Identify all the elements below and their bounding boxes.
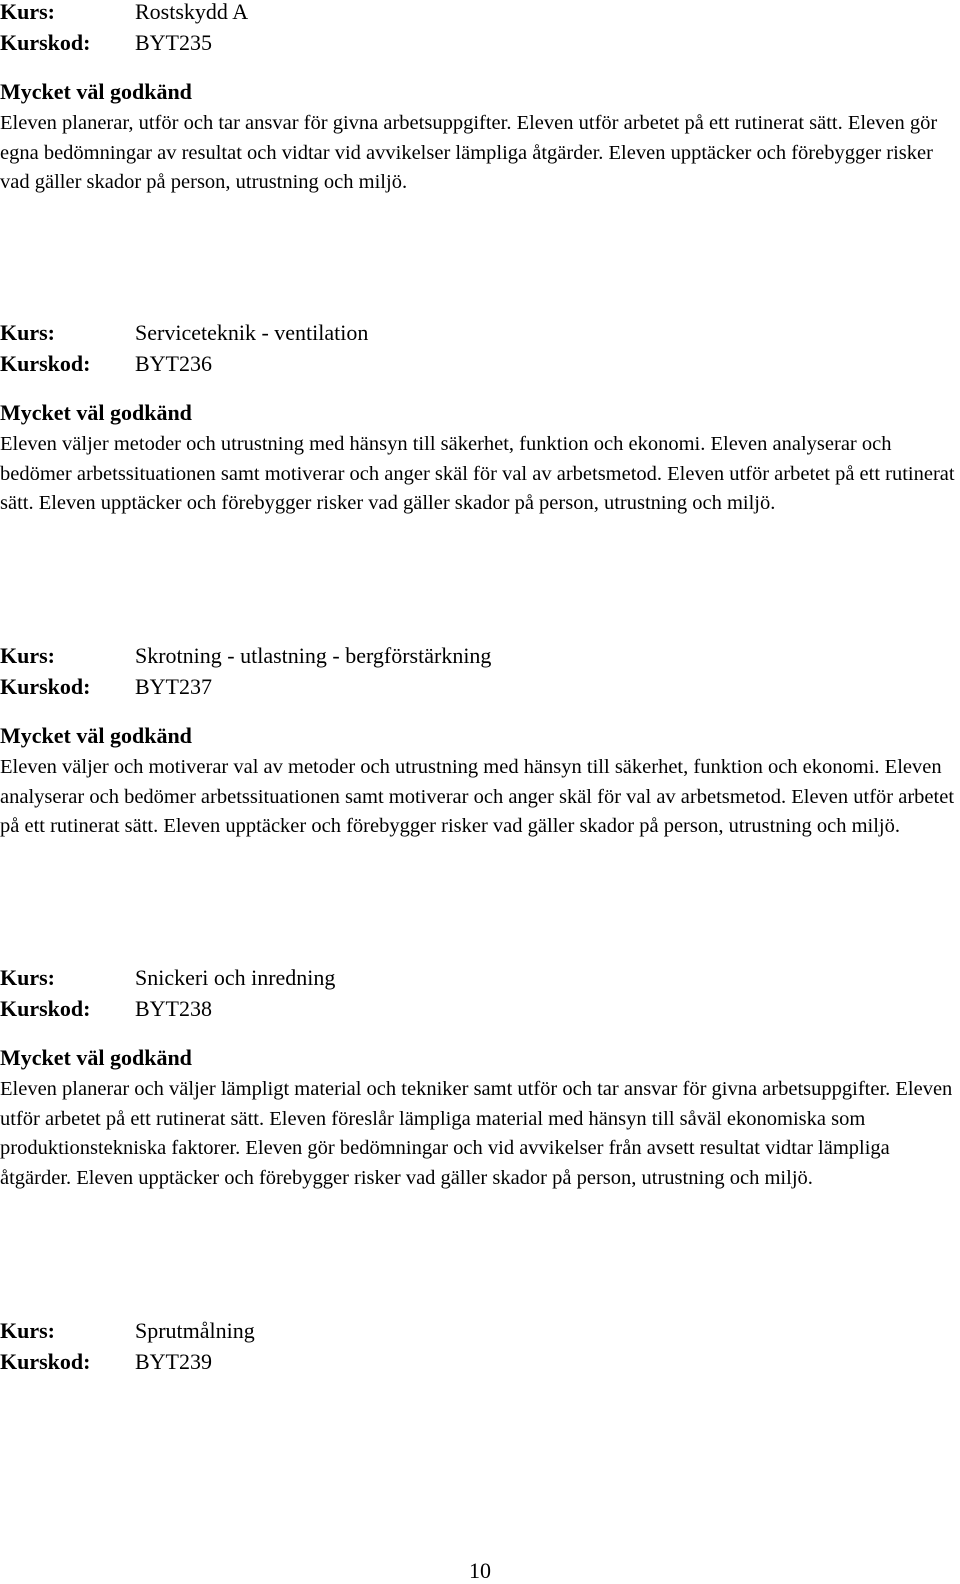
course-name-row (0, 1315, 955, 1346)
course-name: Skrotning - utlastning - bergförstärkning (135, 643, 492, 668)
course-label: Kurs: (0, 0, 55, 24)
course-section-byt239 (0, 1315, 955, 1377)
course-label: Kurs: (0, 643, 55, 668)
course-code-row (0, 348, 955, 379)
course-name-row (0, 317, 955, 348)
course-code: BYT237 (135, 674, 212, 699)
course-name-row (0, 640, 955, 671)
grade-heading: Mycket väl godkänd (0, 723, 192, 748)
course-name: Rostskydd A (135, 0, 249, 24)
grade-heading: Mycket väl godkänd (0, 79, 192, 104)
course-label: Kurs: (0, 320, 55, 345)
course-code-row (0, 1346, 955, 1377)
course-description: Eleven planerar och väljer lämpligt material och tekniker samt utför och tar ansvar för givna arbetsuppgifter. Eleven utför arbetet på ett rutinerat sätt. Eleven föreslår lämpliga material med hänsyn till såväl ekonomiska som produktionstekniska faktorer. Eleven gör bedömningar och vid avvikelser från avsett resultat vidtar lämpliga åtgärder. Eleven upptäcker och förebygger risker vad gäller skador på person, utrustning och miljö. (0, 1078, 953, 1189)
course-section-byt236 (0, 317, 955, 519)
course-code: BYT238 (135, 996, 212, 1021)
course-code-label: Kurskod: (0, 674, 91, 699)
course-description: Eleven väljer och motiverar val av metoder och utrustning med hänsyn till säkerhet, funktion och ekonomi. Eleven analyserar och bedömer arbetssituationen samt motiverar och anger skäl för val av arbetsmetod. Eleven utför arbetet på ett rutinerat sätt. Eleven upptäcker och förebygger risker vad gäller skador på person, utrustning och miljö. (0, 756, 955, 837)
course-name: Serviceteknik - ventilation (135, 320, 369, 345)
course-label: Kurs: (0, 1318, 55, 1343)
course-name: Snickeri och inredning (135, 965, 336, 990)
course-description: Eleven väljer metoder och utrustning med hänsyn till säkerhet, funktion och ekonomi. Eleven analyserar och bedömer arbetssituationen samt motiverar och anger skäl för val av arbetsmetod. Eleven utför arbetet på ett rutinerat sätt. Eleven upptäcker och förebygger risker vad gäller skador på person, utrustning och miljö. (0, 433, 955, 514)
course-code: BYT239 (135, 1349, 212, 1374)
course-name-row (0, 0, 955, 27)
course-code: BYT235 (135, 30, 212, 55)
course-name-row (0, 962, 955, 993)
page-number: 10 (469, 1558, 491, 1583)
grade-heading: Mycket väl godkänd (0, 1045, 192, 1070)
course-code-row (0, 671, 955, 702)
course-label: Kurs: (0, 965, 55, 990)
course-code-label: Kurskod: (0, 996, 91, 1021)
course-section-byt235 (0, 0, 955, 198)
course-section-byt237 (0, 640, 955, 842)
course-code: BYT236 (135, 351, 212, 376)
course-description: Eleven planerar, utför och tar ansvar för givna arbetsuppgifter. Eleven utför arbetet på ett rutinerat sätt. Eleven gör egna bedömningar av resultat och vidtar vid avvikelser lämpliga åtgärder. Eleven upptäcker och förebygger risker vad gäller skador på person, utrustning och miljö. (0, 112, 938, 193)
course-section-byt238 (0, 962, 955, 1193)
course-code-row (0, 993, 955, 1024)
course-code-label: Kurskod: (0, 30, 91, 55)
course-code-label: Kurskod: (0, 1349, 91, 1374)
course-name: Sprutmålning (135, 1318, 255, 1343)
course-code-label: Kurskod: (0, 351, 91, 376)
grade-heading: Mycket väl godkänd (0, 400, 192, 425)
course-code-row (0, 27, 955, 58)
